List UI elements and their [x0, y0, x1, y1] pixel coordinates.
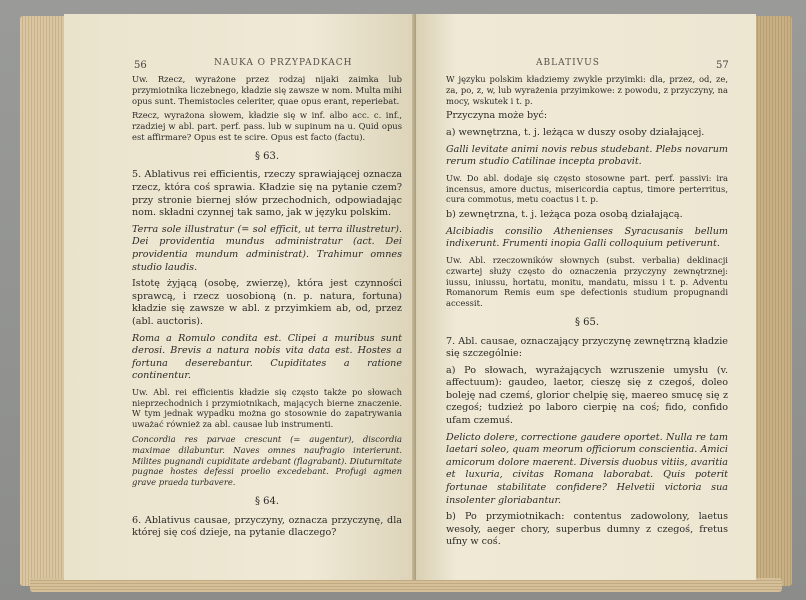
- paragraph: Rzecz, wyrażona słowem, kładzie się w inf. albo acc. c. inf., rzadziej w abl. part. perf. pass. lub w supinum na u. Quid opus est affirmare? Opus est te scire. Opus est facto (factu).: [132, 110, 402, 142]
- right-page-edges: [752, 16, 792, 586]
- paragraph: Uw. Do abl. dodaje się często stosowne part. perf. passivi: ira incensus, amore ductus, misericordia captus, timore perterritus, cura commotus, metu coactus i t. p.: [446, 172, 728, 205]
- paragraph: a) Po słowach, wyrażających wzruszenie umysłu (v. affectuum): gaudeo, laetor, cieszę się z czegoś, doleo boleję nad czemś, glorior chelpię się, maereo smucę się z czegoś; tudzież po laboro cierpię na coś; fido, confido ufam czemuś.: [446, 364, 728, 427]
- left-page-number: 56: [134, 60, 147, 71]
- section-heading: § 63.: [254, 150, 280, 162]
- paragraph: Istotę żyjącą (osobę, zwierzę), która jest czynności sprawcą, i rzecz uosobioną (n. p. natura, fortuna) kładzie się zawsze w abl. z przyimkiem ab, od, przez (abl. auctoris).: [132, 278, 402, 327]
- paragraph: b) zewnętrzna, t. j. leżąca poza osobą działającą.: [446, 209, 683, 221]
- right-running-head: ABLATIVUS: [536, 58, 600, 68]
- paragraph: Uw. Abl. rei efficientis kładzie się często także po słowach nieprzechodnich i przymiotnikach, mających bierne znaczenie. W tym jednak wypadku można go stosownie do zapatrywania uważać również za abl. causae lub instrumenti.: [132, 386, 402, 430]
- left-page: [64, 14, 416, 580]
- example-paragraph: Galli levitate animi novis rebus studebant. Plebs novarum rerum studio Catilinae incepta probavit.: [446, 143, 728, 168]
- paragraph: a) wewnętrzna, t. j. leżąca w duszy osoby działającej.: [446, 126, 705, 138]
- paragraph: 7. Abl. causae, oznaczający przyczynę zewnętrzną kładzie się szczególnie:: [446, 335, 728, 360]
- open-book: [20, 8, 792, 592]
- paragraph: 5. Ablativus rei efficientis, rzeczy sprawiającej oznacza rzecz, która coś sprawia. Kładzie się na pytanie czem? przy stronie biernej słów przechodnich, odpowiadając nom. składni czynnej tak samo, jak w języku polskim.: [132, 169, 402, 219]
- paragraph: Przyczyna może być:: [446, 110, 548, 122]
- example-paragraph: Concordia res parvae crescunt (= augentur), discordia maximae dilabuntur. Naves omnes naufragio interierunt. Milites pugnandi cupiditate ardebant (flagrabant). Diuturnitate pugnae hostes defessi proelio excedebant. Profugi agmen grave praeda turbavere.: [132, 434, 402, 488]
- paragraph: b) Po przymiotnikach: contentus zadowolony, laetus wesoły, aeger chory, superbus dumny z czegoś, fretus ufny w coś.: [446, 511, 728, 548]
- right-body: [446, 74, 728, 553]
- example-paragraph: Alcibiadis consilio Athenienses Syracusanis bellum indixerunt. Frumenti inopia Galli colloquium petiverunt.: [446, 225, 728, 250]
- example-paragraph: Delicto dolere, correctione gaudere oportet. Nulla re tam laetari soleo, quam meorum officiorum conscientia. Amici amicorum dolore maerent. Diversis duobus vitiis, avaritia et luxuria, civitas Romana laborabat. Quis poterit fortunae stabilitate confidere? Helvetii victoria sua insolenter gloriabantur.: [446, 431, 728, 506]
- section-heading: § 64.: [254, 496, 280, 508]
- paragraph: W języku polskim kładziemy zwykle przyimki: dla, przez, od, ze, za, po, z, w, lub wyrażenia przyimkowe: z powodu, z przyczyny, na mocy, wskutek i t. p.: [446, 74, 728, 106]
- right-page-number: 57: [716, 60, 729, 71]
- left-running-head: NAUKA O PRZYPADKACH: [214, 58, 353, 68]
- left-body: [132, 74, 402, 544]
- example-paragraph: Roma a Romulo condita est. Clipei a muribus sunt derosi. Brevis a natura nobis vita data est. Hostes a fortuna deserebantur. Cupiditates a ratione continentur.: [132, 332, 402, 382]
- paragraph: Uw. Rzecz, wyrażone przez rodzaj nijaki zaimka lub przymiotnika liczebnego, kładzie się zawsze w nom. Multa mihi opus sunt. Themistocles celeriter, quae opus erant, reperiebat.: [132, 74, 402, 106]
- section-heading: § 65.: [574, 316, 600, 328]
- right-page: [416, 14, 756, 580]
- bottom-page-edges: [30, 578, 782, 592]
- paragraph: Uw. Abl. rzeczowników słownych (subst. verbalia) deklinacji czwartej służy często do oznaczenia przyczyny zewnętrznej: iussu, iniussu, hortatu, monitu, mandatu, missu i t. p. Adventu Romanorum Remis eum spe defectionis studium propugnandi accessit.: [446, 254, 728, 309]
- example-paragraph: Terra sole illustratur (= sol efficit, ut terra illustretur). Dei providentia mundus administratur (act. Dei providentia mundum administrat). Trahimur omnes studio laudis.: [132, 223, 402, 273]
- paragraph: 6. Ablativus causae, przyczyny, oznacza przyczynę, dla której się coś dzieje, na pytanie dlaczego?: [132, 514, 402, 539]
